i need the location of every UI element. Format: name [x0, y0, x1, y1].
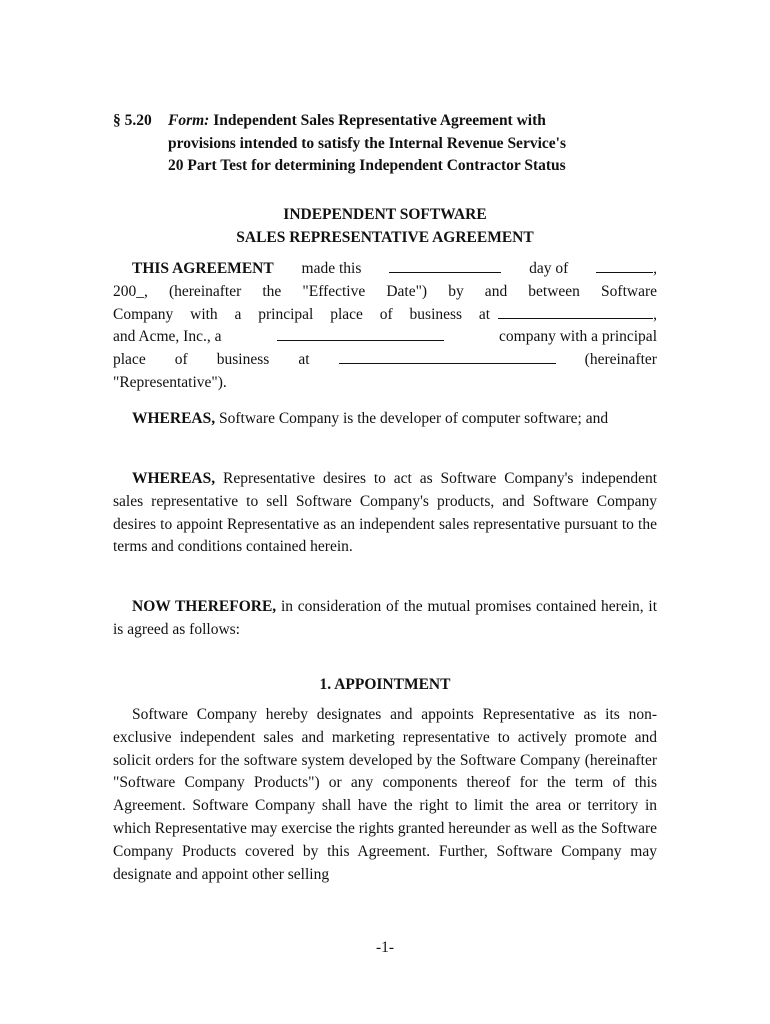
intro-line-5	[113, 349, 657, 372]
whereas2-text: Representative desires to act as Software Company's independent sales representative to sell Software Company's products, and Software Company desires to appoint Representative as an independent sales representative pursuant to the terms and conditions contained herein.	[113, 470, 658, 556]
page-number: -1-	[375, 939, 395, 956]
whereas-paragraph-1	[113, 408, 657, 431]
intro-line-3: Company with a principal place of business at ,	[113, 304, 657, 327]
intro-line-6: "Representative").	[113, 373, 227, 391]
intro-line5-at: at	[298, 351, 310, 369]
intro-line5-business: business	[216, 351, 270, 369]
intro-made-this: made this	[301, 260, 362, 277]
section-heading-line2: provisions intended to satisfy the Internal Revenue Service's	[168, 134, 566, 152]
intro-line-2	[113, 281, 657, 304]
intro-line-1: THIS AGREEMENT made this day of ,	[113, 258, 657, 281]
agreement-title-line1: INDEPENDENT SOFTWARE	[283, 206, 487, 223]
section-heading-line3: 20 Part Test for determining Independent Contractor Status	[168, 157, 566, 174]
intro-paragraph	[113, 258, 657, 395]
date-day-blank	[389, 258, 501, 273]
intro-day-of: day of	[529, 260, 569, 277]
representative-address-blank	[339, 349, 556, 364]
agreement-title-line2: SALES REPRESENTATIVE AGREEMENT	[236, 229, 534, 246]
intro-line-4	[113, 326, 657, 349]
appointment-paragraph	[113, 704, 657, 886]
section-heading	[113, 110, 673, 178]
intro-year-line: 200_, (hereinafter the "Effective Date") by and between Software	[113, 282, 657, 300]
now-therefore-lead: NOW THEREFORE,	[132, 598, 277, 615]
now-therefore-paragraph	[113, 596, 657, 642]
appointment-text: Software Company hereby designates and appoints Representative as its non-exclusive independent sales and marketing representative to actively promote and solicit orders for the software system developed by the Software Company (hereinafter "Software Company Products") or any components thereof for the term of this Agreement. Software Company shall have the right to limit the area or territory in which Representative may exercise the rights granted hereunder as well as the Software Company Products covered by this Agreement. Further, Software Company may designate and appoint other selling	[113, 706, 658, 883]
section-heading-line1: Independent Sales Representative Agreement with	[213, 112, 546, 129]
section-number: § 5.20	[113, 112, 152, 129]
whereas1-lead: WHEREAS,	[132, 410, 216, 427]
intro-line5-of: of	[174, 351, 188, 369]
form-label: Form:	[168, 112, 210, 129]
whereas1-text: Software Company is the developer of computer software; and	[219, 410, 609, 427]
intro-line3-text: Company with a principal place of business at	[113, 305, 491, 323]
intro-line5-hereinafter: (hereinafter	[584, 351, 657, 369]
whereas2-lead: WHEREAS,	[132, 470, 216, 487]
software-company-address-blank	[498, 304, 653, 319]
representative-state-blank	[277, 326, 444, 341]
intro-line4-a: and Acme, Inc., a	[113, 328, 222, 346]
date-month-blank	[596, 258, 653, 273]
now-therefore-text: in consideration of the mutual promises contained herein, it is agreed as follows:	[113, 598, 658, 638]
intro-lead: THIS AGREEMENT	[132, 260, 274, 277]
intro-line5-place: place	[113, 351, 146, 369]
appointment-heading: 1. APPOINTMENT	[319, 676, 451, 693]
intro-line4-b: company with a principal	[499, 328, 657, 346]
whereas-paragraph-2	[113, 468, 657, 559]
